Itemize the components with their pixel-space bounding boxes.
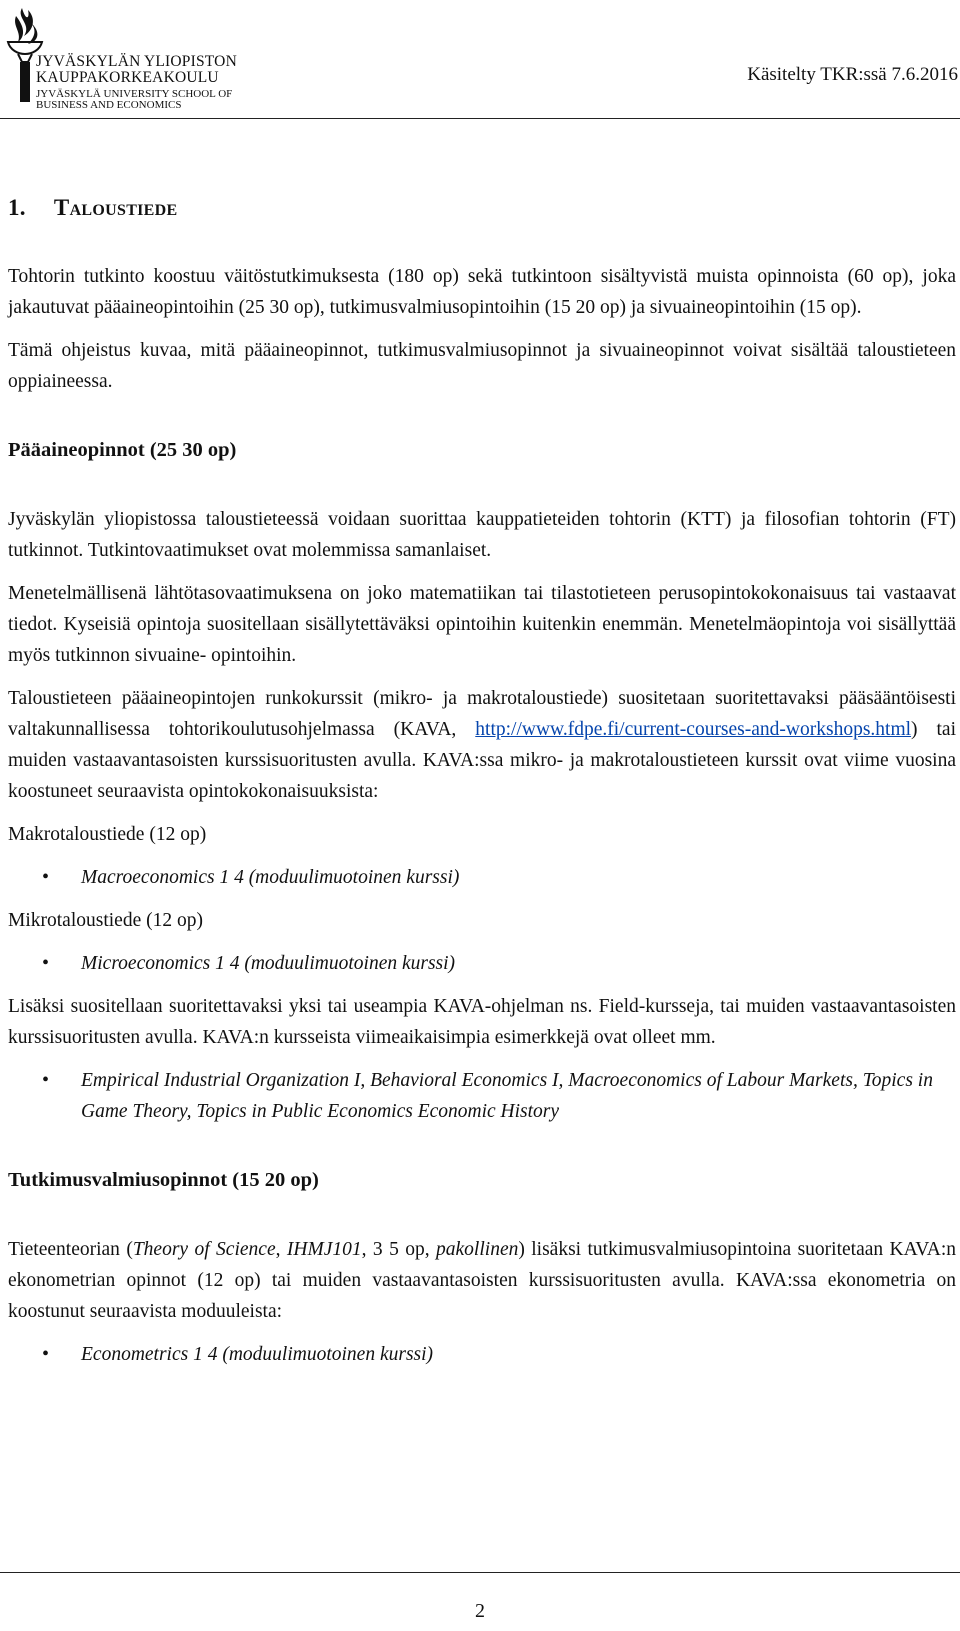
paragraph-text: ) lisäksi tutkimusvalmiusopintoina suoritetaan KAVA:n ekonometrian opinnot (12 op) tai muiden vastaavantasoisten kurssisuoritusten avulla. KAVA:ssa ekonometria on koostunut seuraavista moduuleista: [8,1239,957,1322]
paragraph: Menetelmällisenä lähtötasovaatimuksena on joko matematiikan tai tilastotieteen perusopintokokonaisuus tai vastaavat tiedot. Kyseisiä opintoja suositellaan sisällytettäväksi opintoihin kuitenkin enemmän. Menetelmäopintoja voi sisällyttää myös tutkinnon sivuaine- opintoihin. [8,583,956,666]
paragraph-text: , 3 5 op, [361,1239,437,1260]
bullet-list [8,1065,956,1127]
paragraph: Jyväskylän yliopistossa taloustieteessä voidaan suorittaa kauppatieteiden tohtorin (KTT) ja filosofian tohtorin (FT) tutkinnot. Tutkintovaatimukset ovat molemmissa samanlaiset. [8,509,956,561]
paragraph-text: Theory of Science [132,1239,276,1260]
bullet-list [8,948,956,979]
university-logo-text [36,54,237,112]
paragraph: Tämä ohjeistus kuvaa, mitä pääaineopinnot, tutkimusvalmiusopinnot ja sivuaineopinnot voivat sisältää taloustieteen oppiaineessa. [8,340,956,392]
paragraph-text: Tieteenteorian ( [8,1239,133,1260]
paragraph [8,683,956,807]
logo-line: JYVÄSKYLÄ UNIVERSITY SCHOOL OF [36,87,233,100]
section-number: 1. [8,195,26,220]
section-title [8,192,956,223]
paragraph [8,1234,956,1327]
section-title-text: Taloustiede [53,195,178,220]
document-body [8,180,956,1370]
logo-line: KAUPPAKORKEAKOULU [36,69,219,87]
page-header [0,0,960,120]
list-label: Mikrotaloustiede (12 op) [8,910,203,931]
paragraph-text: , [275,1239,287,1260]
paragraph-text: IHMJ101 [286,1239,362,1260]
subsection-heading: Pääaineopinnot (25 30 op) [8,439,237,461]
subsection-heading: Tutkimusvalmiusopinnot (15 20 op) [8,1169,319,1191]
page-number: 2 [475,1600,485,1622]
paragraph-text: Taloustieteen pääaineopintojen runkokurssit (mikro- ja makrotaloustiede) suositetaan suoritettavaksi pääsääntöisesti valtakunnallisessa tohtorikoulutusohjelmassa (KAVA, [8,688,956,740]
paragraph-text: pakollinen [436,1239,519,1260]
list-item: • Macroeconomics 1 4 (moduulimuotoinen kurssi) [8,862,956,893]
paragraph: Lisäksi suositellaan suoritettavaksi yksi tai useampia KAVA-ohjelman ns. Field-kursseja, tai muiden vastaavantasoisten kurssisuoritusten avulla. KAVA:n kursseista viimeaikaisimpia esimerkkejä ovat olleet mm. [8,996,956,1048]
paragraph-text: ) tai muiden vastaavantasoisten kurssisuoritusten avulla. KAVA:ssa mikro- ja makrotaloustieteen kurssit ovat viime vuosina koostuneet seuraavista opintokokonaisuuksista: [8,719,956,802]
footer-divider [0,1572,960,1573]
bullet-list [8,862,956,893]
list-label: Makrotaloustiede (12 op) [8,824,207,845]
kava-link[interactable]: http://www.fdpe.fi/current-courses-and-workshops.html [475,719,912,740]
logo-line: JYVÄSKYLÄN YLIOPISTON [36,53,237,70]
list-item: • Econometrics 1 4 (moduulimuotoinen kurssi) [8,1339,956,1370]
header-divider [0,118,960,119]
bullet-list [8,1339,956,1370]
processing-date: Käsitelty TKR:ssä 7.6.2016 [747,64,958,85]
logo-line: BUSINESS AND ECONOMICS [36,99,182,112]
paragraph: Tohtorin tutkinto koostuu väitöstutkimuksesta (180 op) sekä tutkintoon sisältyvistä muista opinnoista (60 op), joka jakautuvat pääaineopintoihin (25 30 op), tutkimusvalmiusopintoihin (15 20 op) ja sivuaineopintoihin (15 op). [8,266,956,318]
list-item: • Microeconomics 1 4 (moduulimuotoinen kurssi) [8,948,956,979]
list-item: • Empirical Industrial Organization I, Behavioral Economics I, Macroeconomics of Labour Markets, Topics in Game Theory, Topics in Public Economics Economic History [8,1065,956,1127]
